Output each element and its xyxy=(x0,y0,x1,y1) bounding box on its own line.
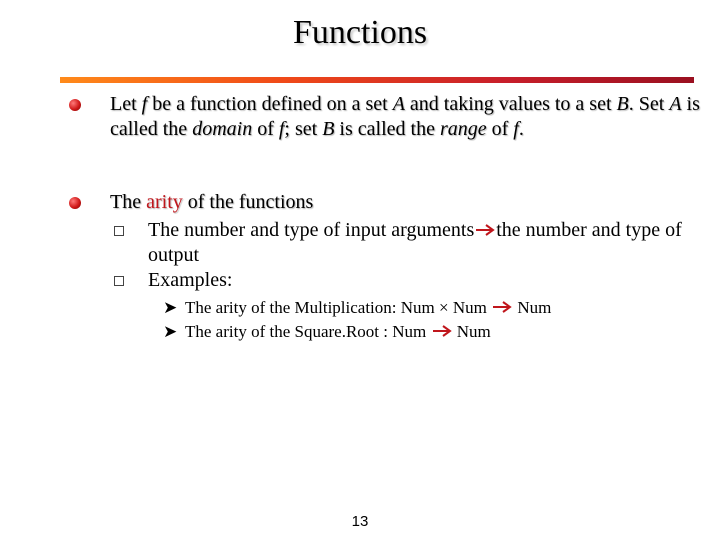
title-divider xyxy=(60,77,694,83)
term-arity: arity xyxy=(146,191,183,213)
term-domain: domain xyxy=(192,118,253,140)
examples-label: Examples: xyxy=(148,269,233,291)
text-run: Num xyxy=(456,322,491,341)
symbol-f: f xyxy=(513,118,519,140)
arrowhead-bullet-icon: ➤ xyxy=(163,298,178,317)
text-run: . xyxy=(518,118,524,140)
page-number: 13 xyxy=(351,513,369,530)
text-run: of xyxy=(486,118,514,140)
sphere-bullet-icon xyxy=(69,99,81,111)
sphere-bullet-icon xyxy=(69,197,81,209)
text-run: of the functions xyxy=(182,191,314,213)
text-run: . Set xyxy=(628,93,670,115)
symbol-f: f xyxy=(141,93,148,115)
text-run: The xyxy=(110,191,147,213)
text-run: is called the xyxy=(110,93,700,140)
example-square-root xyxy=(163,321,491,343)
slide-title: Functions xyxy=(292,14,428,51)
symbol-b: B xyxy=(322,118,335,140)
symbol-f: f xyxy=(278,118,285,140)
term-range: range xyxy=(439,118,487,140)
symbol-a: A xyxy=(669,93,682,115)
arity-description xyxy=(148,218,698,268)
example-multiplication xyxy=(163,297,551,319)
arrow-right-icon xyxy=(491,300,513,314)
square-bullet-icon xyxy=(114,226,125,237)
text-run: is called the xyxy=(334,118,440,140)
arrow-right-icon xyxy=(431,324,453,338)
text-run: the number and type of output xyxy=(148,219,682,266)
arity-heading xyxy=(110,190,700,215)
arrow-right-icon xyxy=(474,223,496,237)
text-run: be a function defined on a set xyxy=(147,93,393,115)
text-run: Num xyxy=(517,298,552,317)
text-run: Let xyxy=(110,93,142,115)
arrowhead-bullet-icon: ➤ xyxy=(163,322,178,341)
text-run: and taking values to a set xyxy=(404,93,617,115)
text-run: The number and type of input arguments xyxy=(148,219,475,241)
text-run: of xyxy=(252,118,279,140)
symbol-a: A xyxy=(392,93,405,115)
symbol-b: B xyxy=(616,93,629,115)
square-bullet-icon xyxy=(114,276,125,287)
text-run: ; set xyxy=(284,118,323,140)
definition-paragraph xyxy=(110,92,700,142)
text-run: The arity of the Multiplication: Num × Num xyxy=(185,298,492,317)
text-run: The arity of the Square.Root : Num xyxy=(185,322,431,341)
